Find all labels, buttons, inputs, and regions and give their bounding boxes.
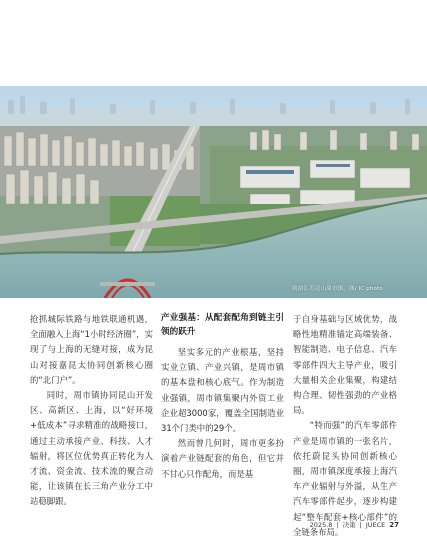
footer-divider: | <box>359 520 362 529</box>
section-subheading: 产业强基：从配套配角到链主引领的跃升 <box>161 313 284 337</box>
article-paragraph: “特而强”的汽车零部件产业是周市镇的一张名片，依托蔚昆头协同创新核心圈，周市镇深度承接上海汽车产业辐射与外溢，从生产汽车零部件起步，逐步构建起“整车配套+核心部件”的全链条布局。 <box>293 420 397 537</box>
issue-date: 2025.8 <box>309 520 333 529</box>
page-footer <box>310 520 399 529</box>
aerial-city-photo <box>0 86 427 298</box>
article-paragraph: 抢抓城际铁路与地铁联通机遇，全面融入上海“1小时经济圈”，实现了与上海的无缝对接，成为昆山对接嘉昆太协同创新核心圈的“北门户”。 <box>30 314 153 385</box>
photo-caption: 航拍江苏昆山周市镇。图/ IC photo <box>292 286 383 292</box>
publication-name: 决策 <box>342 521 356 529</box>
article-paragraph: 于自身基础与区域优势，战略性地精准锚定高端装备、智能制造、电子信息、汽车零部件四大主导产业，吸引大量相关企业集聚，构建结构合理、韧性强劲的产业格局。 <box>293 314 397 416</box>
article-paragraph: 然而曾几何时，周市更多扮演着产业链配套的角色，但它并不甘心只作配角，而是基 <box>161 438 284 479</box>
article-column-1 <box>30 312 153 510</box>
article-paragraph: 同时，周市镇协同昆山开发区、高新区、上海，以“好环境+低成本”寻求精准的战略接口，通过主动承接产业、科技、人才辐射，将区位优势真正转化为人才流、资金流、技术流的聚合动能，让该镇在长三角产业分工中站稳脚跟。 <box>30 390 153 507</box>
magazine-name: JUECE <box>365 520 386 529</box>
article-column-3 <box>293 312 397 540</box>
footer-divider: | <box>336 520 339 529</box>
page-number: 27 <box>389 520 399 529</box>
article-paragraph: 坚实多元的产业根基，坚持实业立镇、产业兴镇，是周市镇的基本盘和核心底气。作为制造业强镇，周市镇集聚内外资工业企业超3000家，覆盖全国制造业31个门类中的29个。 <box>161 347 284 434</box>
article-column-2 <box>161 312 284 482</box>
